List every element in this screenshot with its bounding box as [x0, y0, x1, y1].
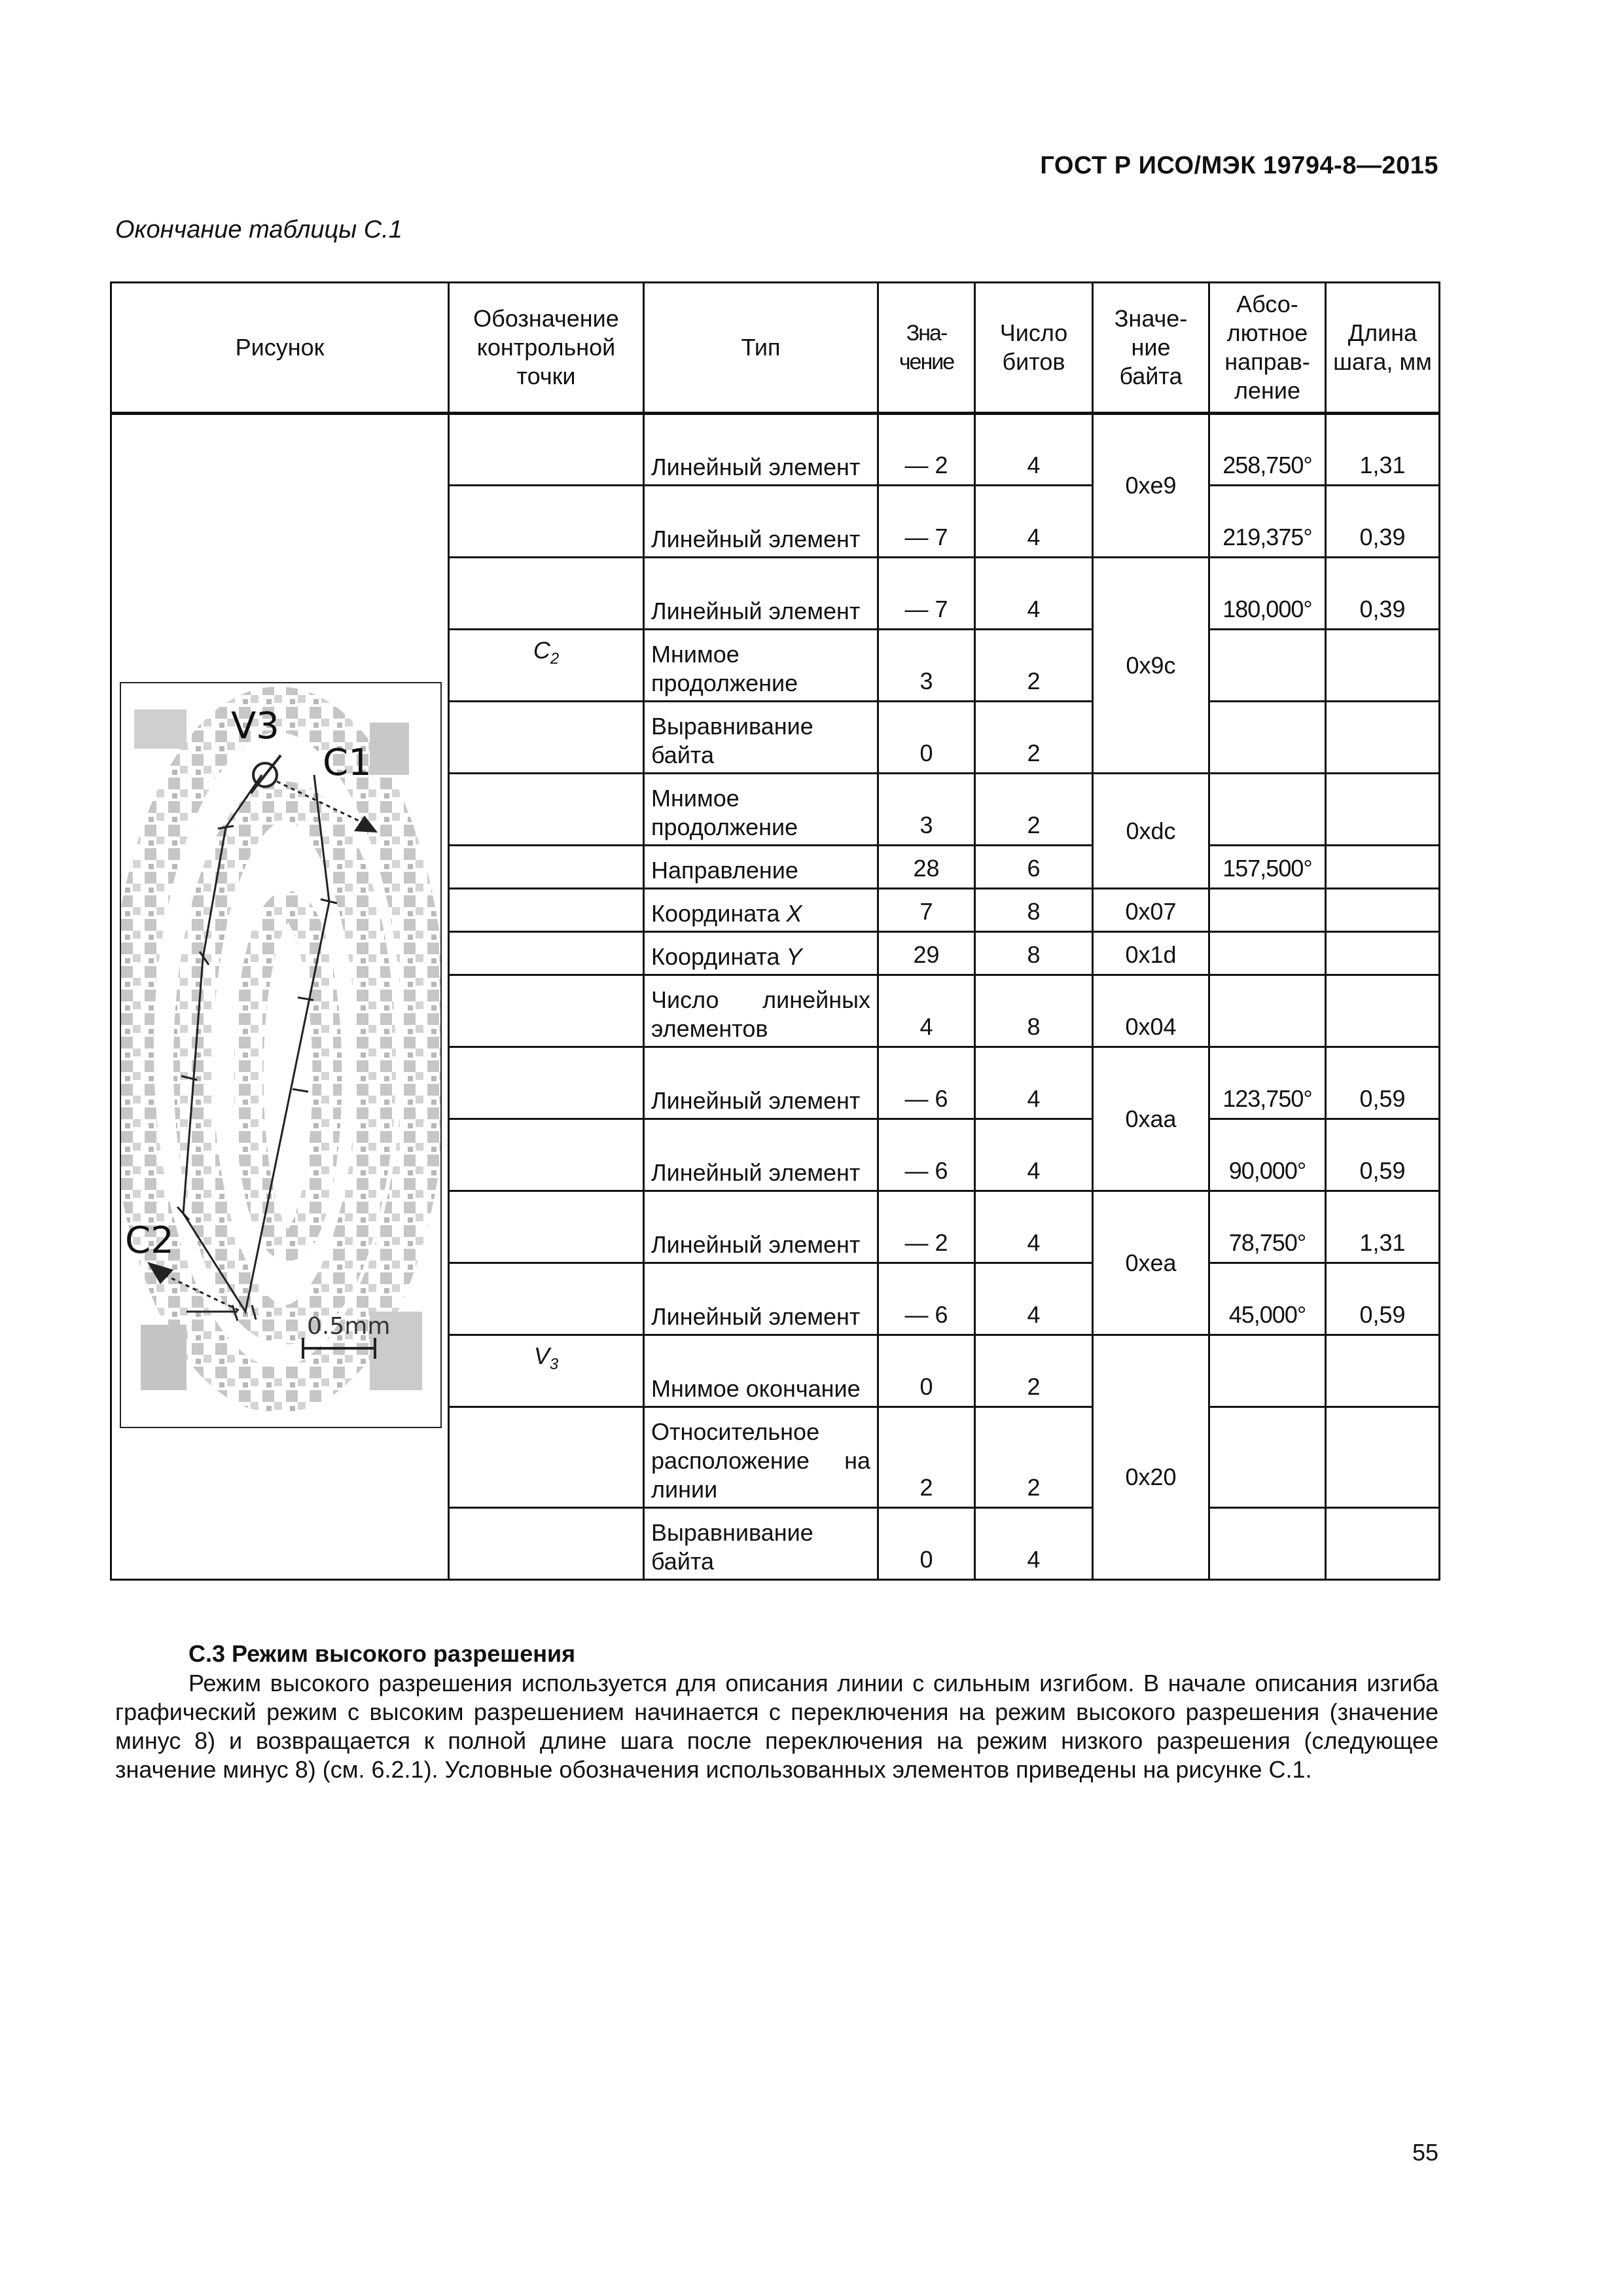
direction-cell [1209, 702, 1326, 774]
length-cell: 0,39 [1326, 486, 1440, 558]
bits-cell: 2 [975, 1335, 1093, 1407]
byte-cell: 0xe9 [1093, 414, 1209, 558]
cp-cell [449, 1407, 644, 1508]
type-cell [644, 932, 878, 975]
value-cell: — 7 [878, 558, 975, 630]
header-control-point: Обозначение контрольной точки [449, 283, 644, 414]
value-cell: 4 [878, 975, 975, 1047]
header-byte-value: Значе-ние байта [1093, 283, 1209, 414]
direction-cell [1209, 1335, 1326, 1407]
cp-cell [449, 1335, 644, 1407]
table-header-row [111, 283, 1440, 414]
length-cell [1326, 630, 1440, 702]
value-cell: 0 [878, 1508, 975, 1580]
cp-cell [449, 1047, 644, 1119]
cp-cell [449, 1191, 644, 1263]
value-cell: — 6 [878, 1119, 975, 1191]
header-figure: Рисунок [111, 283, 449, 414]
direction-cell: 180,000° [1209, 558, 1326, 630]
value-cell: 0 [878, 702, 975, 774]
cp-subscript: 2 [550, 650, 560, 668]
type-cell: Мнимое окончание [644, 1335, 878, 1407]
header-bits: Число битов [975, 283, 1093, 414]
cp-subscript: 3 [549, 1355, 559, 1374]
cp-cell [449, 846, 644, 889]
length-cell: 0,59 [1326, 1047, 1440, 1119]
type-cell: Выравнивание байта [644, 1508, 878, 1580]
type-cell [644, 889, 878, 932]
length-cell [1326, 702, 1440, 774]
bits-cell: 4 [975, 1191, 1093, 1263]
value-cell: 28 [878, 846, 975, 889]
length-cell [1326, 846, 1440, 889]
length-cell: 1,31 [1326, 414, 1440, 486]
value-cell: 0 [878, 1335, 975, 1407]
bits-cell: 6 [975, 846, 1093, 889]
value-cell: 7 [878, 889, 975, 932]
cp-cell [449, 975, 644, 1047]
direction-cell [1209, 1508, 1326, 1580]
length-cell: 1,31 [1326, 1191, 1440, 1263]
label-c1: C1 [323, 742, 372, 784]
bits-cell: 4 [975, 486, 1093, 558]
byte-cell: 0xea [1093, 1191, 1209, 1335]
direction-cell: 157,500° [1209, 846, 1326, 889]
table-caption: Окончание таблицы С.1 [115, 216, 402, 243]
header-abs-direction: Абсо-лютное направ-ление [1209, 283, 1326, 414]
cp-cell [449, 630, 644, 702]
byte-cell: 0x1d [1093, 932, 1209, 975]
direction-cell [1209, 932, 1326, 975]
cp-cell [449, 932, 644, 975]
table-row [111, 414, 1440, 486]
bits-cell: 2 [975, 1407, 1093, 1508]
type-cell: Выравнивание байта [644, 702, 878, 774]
bits-cell: 2 [975, 702, 1093, 774]
bits-cell: 4 [975, 558, 1093, 630]
length-cell [1326, 1335, 1440, 1407]
bits-cell: 8 [975, 975, 1093, 1047]
byte-cell: 0xdc [1093, 774, 1209, 889]
type-cell: Линейный элемент [644, 1263, 878, 1335]
value-cell: — 6 [878, 1263, 975, 1335]
direction-cell [1209, 1407, 1326, 1508]
type-cell: Направление [644, 846, 878, 889]
length-cell: 0,39 [1326, 558, 1440, 630]
bits-cell: 4 [975, 1047, 1093, 1119]
value-cell: 2 [878, 1407, 975, 1508]
bits-cell: 2 [975, 774, 1093, 846]
value-cell: — 7 [878, 486, 975, 558]
header-type: Тип [644, 283, 878, 414]
byte-cell: 0x04 [1093, 975, 1209, 1047]
direction-cell: 78,750° [1209, 1191, 1326, 1263]
value-cell: 3 [878, 630, 975, 702]
cp-cell [449, 889, 644, 932]
bits-cell: 2 [975, 630, 1093, 702]
header-value: Зна-чение [878, 283, 975, 414]
direction-cell [1209, 630, 1326, 702]
type-cell: Относительное расположение на линии [644, 1407, 878, 1508]
cp-cell [449, 414, 644, 486]
header-step-length: Длина шага, мм [1326, 283, 1440, 414]
cp-cell [449, 702, 644, 774]
direction-cell [1209, 774, 1326, 846]
cp-cell [449, 486, 644, 558]
page-number: 55 [1412, 2139, 1438, 2166]
cp-letter: C [533, 637, 550, 664]
type-cell: Мнимое продолжение [644, 630, 878, 702]
length-cell [1326, 932, 1440, 975]
value-cell: 29 [878, 932, 975, 975]
direction-cell: 219,375° [1209, 486, 1326, 558]
standard-header: ГОСТ Р ИСО/МЭК 19794-8—2015 [1040, 152, 1438, 179]
bits-cell: 4 [975, 414, 1093, 486]
value-cell: — 6 [878, 1047, 975, 1119]
section-paragraph [115, 1669, 1438, 1784]
label-c2: C2 [125, 1219, 174, 1262]
value-cell: 3 [878, 774, 975, 846]
cp-cell [449, 1263, 644, 1335]
type-cell: Линейный элемент [644, 1047, 878, 1119]
bits-cell: 4 [975, 1508, 1093, 1580]
direction-cell: 123,750° [1209, 1047, 1326, 1119]
cp-letter: V [533, 1342, 550, 1369]
value-cell: — 2 [878, 414, 975, 486]
length-cell [1326, 774, 1440, 846]
paragraph-text: Режим высокого разрешения используется для описания линии с сильным изгибом. В начале описания изгиба графический режим с высоким разрешением начинается с переключения на режим высокого разрешения (значение минус 8) и возвращается к полной длине шага после переключения на режим низкого разрешения (следующее значение минус 8) (см. 6.2.1). Условные обозначения использованных элементов приведены на рисунке С.1. [115, 1670, 1438, 1783]
type-text: Координата [651, 900, 787, 927]
bits-cell: 4 [975, 1119, 1093, 1191]
direction-cell: 258,750° [1209, 414, 1326, 486]
byte-cell: 0x9c [1093, 558, 1209, 774]
cp-cell [449, 1508, 644, 1580]
scale-label: 0.5mm [307, 1313, 391, 1340]
byte-cell: 0xaa [1093, 1047, 1209, 1191]
data-table [110, 281, 1440, 1581]
length-cell [1326, 1508, 1440, 1580]
bits-cell: 8 [975, 932, 1093, 975]
length-cell [1326, 1407, 1440, 1508]
direction-cell [1209, 975, 1326, 1047]
direction-cell: 45,000° [1209, 1263, 1326, 1335]
byte-cell: 0x20 [1093, 1335, 1209, 1580]
bits-cell: 8 [975, 889, 1093, 932]
axis-letter: X [786, 900, 802, 927]
direction-cell: 90,000° [1209, 1119, 1326, 1191]
type-cell: Число линейных элементов [644, 975, 878, 1047]
figure-cell [111, 414, 449, 1580]
direction-cell [1209, 889, 1326, 932]
type-cell: Линейный элемент [644, 486, 878, 558]
cp-cell [449, 774, 644, 846]
type-cell: Линейный элемент [644, 1191, 878, 1263]
bits-cell: 4 [975, 1263, 1093, 1335]
type-cell: Линейный элемент [644, 414, 878, 486]
axis-letter: Y [786, 943, 802, 970]
section-title: С.3 Режим высокого разрешения [188, 1640, 576, 1667]
cp-cell [449, 558, 644, 630]
type-cell: Мнимое продолжение [644, 774, 878, 846]
length-cell: 0,59 [1326, 1119, 1440, 1191]
length-cell [1326, 889, 1440, 932]
value-cell: — 2 [878, 1191, 975, 1263]
fingerprint-figure [120, 682, 442, 1428]
type-cell: Линейный элемент [644, 1119, 878, 1191]
label-v3: V3 [231, 705, 279, 747]
length-cell [1326, 975, 1440, 1047]
cp-cell [449, 1119, 644, 1191]
length-cell: 0,59 [1326, 1263, 1440, 1335]
type-cell: Линейный элемент [644, 558, 878, 630]
type-text: Координата [651, 943, 787, 970]
byte-cell: 0x07 [1093, 889, 1209, 932]
